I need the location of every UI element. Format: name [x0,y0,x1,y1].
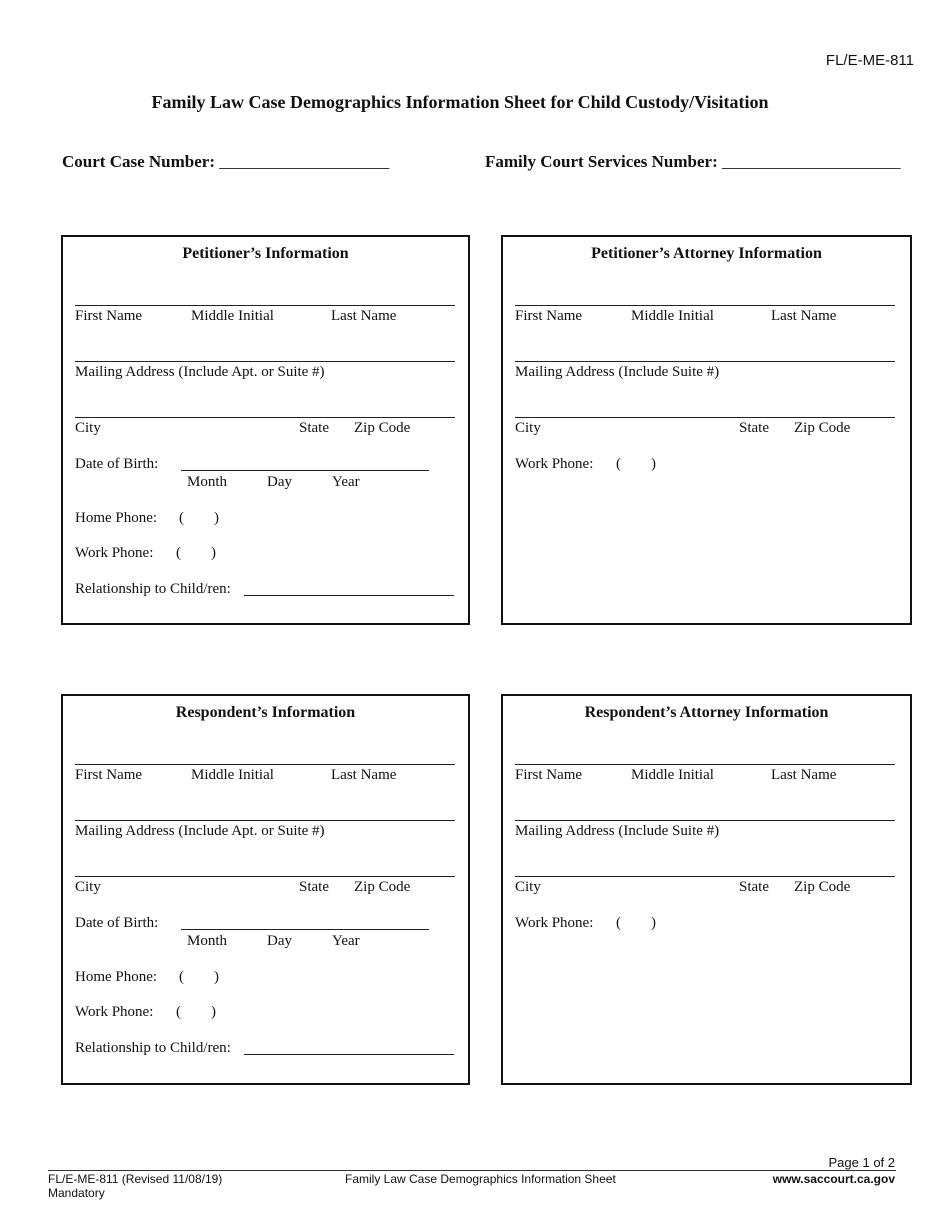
work-phone-input[interactable]: ( ) [176,1004,216,1020]
respondent-attorney-section [501,694,912,1085]
home-phone-input[interactable]: ( ) [179,510,219,526]
state-label: State [299,879,329,895]
form-code: FL/E-ME-811 [825,52,914,69]
page-number: Page 1 of 2 [828,1155,895,1170]
dob-line[interactable] [181,929,429,930]
last-name-label: Last Name [331,767,397,783]
address-line[interactable] [515,820,895,821]
name-line[interactable] [515,305,895,306]
petitioner-section [61,235,470,625]
state-label: State [739,420,769,436]
city-line[interactable] [75,876,455,877]
state-label: State [739,879,769,895]
address-line[interactable] [515,361,895,362]
zip-code-label: Zip Code [794,420,851,436]
zip-code-label: Zip Code [794,879,851,895]
work-phone-input[interactable]: ( ) [616,456,656,472]
city-label: City [515,420,541,436]
last-name-label: Last Name [771,308,837,324]
address-line[interactable] [75,820,455,821]
day-label: Day [267,474,292,490]
zip-code-label: Zip Code [354,420,411,436]
month-label: Month [187,933,228,949]
city-label: City [515,879,541,895]
middle-initial-label: Middle Initial [631,767,714,783]
section-title: Petitioner’s Information [182,245,349,262]
middle-initial-label: Middle Initial [191,308,274,324]
home-phone-input[interactable]: ( ) [179,969,219,985]
city-line[interactable] [515,417,895,418]
city-label: City [75,879,101,895]
first-name-label: First Name [75,767,143,783]
work-phone-input[interactable]: ( ) [616,915,656,931]
website-link[interactable]: www.saccourt.ca.gov [772,1172,895,1186]
work-phone-label: Work Phone: [515,915,594,931]
name-line[interactable] [515,764,895,765]
respondent-section [61,694,470,1085]
work-phone-input[interactable]: ( ) [176,545,216,561]
mandatory-label: Mandatory [48,1186,105,1200]
form-revision: FL/E-ME-811 (Revised 11/08/19) [48,1172,223,1186]
month-label: Month [187,474,228,490]
year-label: Year [332,933,360,949]
court-case-field [62,152,389,172]
home-phone-label: Home Phone: [75,969,158,985]
section-title: Respondent’s Attorney Information [584,704,829,721]
state-label: State [299,420,329,436]
court-case-input[interactable]: ____________________ [219,152,390,171]
relationship-line[interactable] [244,595,454,596]
work-phone-label: Work Phone: [515,456,594,472]
footer-title: Family Law Case Demographics Information Sheet [345,1172,616,1186]
mailing-address-label: Mailing Address (Include Suite #) [515,823,720,839]
last-name-label: Last Name [771,767,837,783]
city-line[interactable] [515,876,895,877]
fcs-number-label: Family Court Services Number: [485,152,718,171]
mailing-address-label: Mailing Address (Include Apt. or Suite #) [75,364,325,380]
relationship-label: Relationship to Child/ren: [75,581,231,597]
section-title: Respondent’s Information [175,704,356,721]
year-label: Year [332,474,360,490]
first-name-label: First Name [515,308,583,324]
middle-initial-label: Middle Initial [191,767,274,783]
petitioner-attorney-section [501,235,912,625]
work-phone-label: Work Phone: [75,545,154,561]
city-label: City [75,420,101,436]
fcs-number-field [485,152,901,172]
first-name-label: First Name [515,767,583,783]
dob-label: Date of Birth: [75,456,159,472]
section-title: Petitioner’s Attorney Information [591,245,822,262]
court-case-label: Court Case Number: [62,152,215,171]
work-phone-label: Work Phone: [75,1004,154,1020]
name-line[interactable] [75,764,455,765]
first-name-label: First Name [75,308,143,324]
last-name-label: Last Name [331,308,397,324]
footer-divider [48,1170,896,1171]
relationship-label: Relationship to Child/ren: [75,1040,231,1056]
home-phone-label: Home Phone: [75,510,158,526]
fcs-number-input[interactable]: _____________________ [722,152,901,171]
address-line[interactable] [75,361,455,362]
relationship-line[interactable] [244,1054,454,1055]
mailing-address-label: Mailing Address (Include Suite #) [515,364,720,380]
middle-initial-label: Middle Initial [631,308,714,324]
dob-line[interactable] [181,470,429,471]
city-line[interactable] [75,417,455,418]
mailing-address-label: Mailing Address (Include Apt. or Suite #) [75,823,325,839]
name-line[interactable] [75,305,455,306]
zip-code-label: Zip Code [354,879,411,895]
day-label: Day [267,933,292,949]
page-title: Family Law Case Demographics Information Sheet for Child Custody/Visitation [151,92,769,112]
dob-label: Date of Birth: [75,915,159,931]
